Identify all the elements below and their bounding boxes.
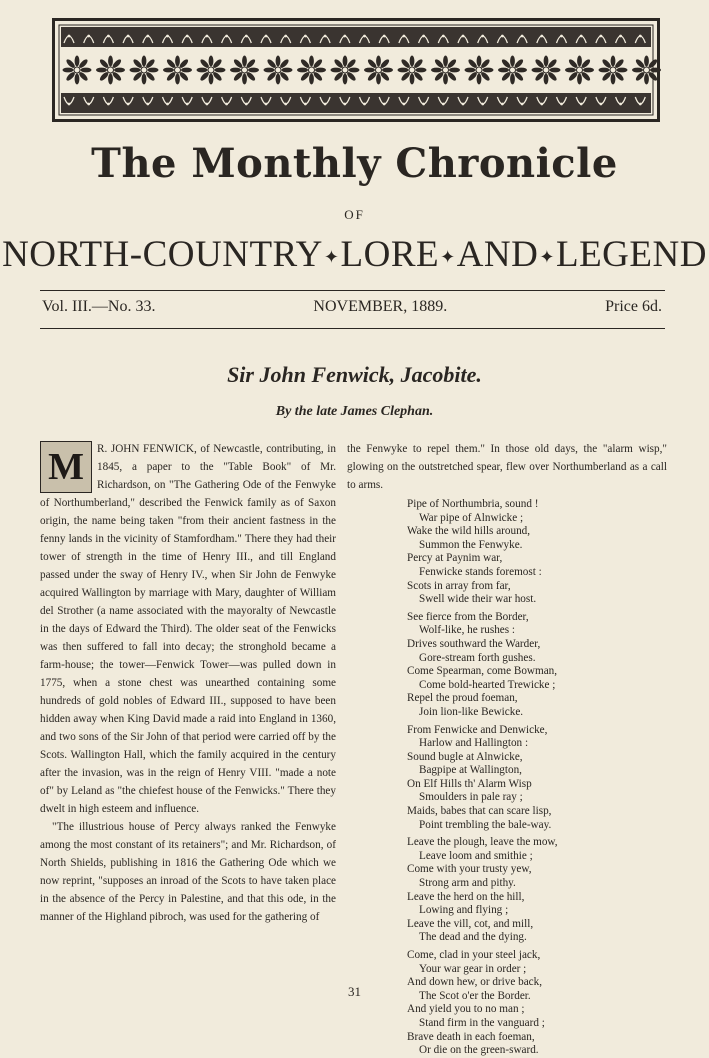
issue-line [42, 298, 662, 316]
poem-line: Scots in array from far, [407, 579, 511, 592]
poem-line: Leave the vill, cot, and mill, [407, 917, 534, 930]
poem-line: Come, clad in your steel jack, [407, 949, 541, 961]
poem-line: Point trembling the bale-way. [419, 818, 552, 831]
poem-line: War pipe of Alnwicke ; [419, 511, 524, 524]
poem-line: Leave loom and smithie ; [419, 849, 533, 862]
poem-line: Lowing and flying ; [419, 904, 509, 917]
poem-line: Brave death in each foeman, [407, 1030, 535, 1043]
poem-line: Smoulders in pale ray ; [419, 791, 523, 804]
paragraph: the Fenwyke to repel them." In those old days, the "alarm wisp," glowing on the outstretched spear, flew over Northumberland as a call to arms. [347, 443, 667, 491]
poem-line: Harlow and Hallington : [419, 737, 529, 750]
diamond-separator-icon: ✦ [539, 247, 555, 268]
poem-line: Sound bugle at Alnwicke, [407, 750, 523, 763]
poem-line: The dead and the dying. [419, 931, 527, 944]
poem-line: And down hew, or drive back, [407, 976, 543, 989]
poem-line: Wolf-like, he rushes : [419, 624, 516, 637]
poem-line: Come Spearman, come Bowman, [407, 665, 558, 678]
poem-stanza [407, 498, 667, 607]
subtitle-word: LORE [340, 234, 440, 275]
poem-line: On Elf Hills th' Alarm Wisp [407, 777, 532, 790]
poem-line: Pipe of Northumbria, sound ! [407, 498, 539, 510]
volume-number: Vol. III.—No. 33. [42, 298, 156, 315]
poem-line: Bagpipe at Wallington, [419, 764, 522, 777]
poem-line: Wake the wild hills around, [407, 525, 531, 538]
poem-line: Repel the proud foeman, [407, 692, 518, 705]
poem-line: Gore-stream forth gushes. [419, 651, 536, 664]
poem-line: Or die on the green-sward. [419, 1044, 539, 1057]
poem-stanza [407, 611, 667, 720]
poem-stanza [407, 724, 667, 833]
poem-stanza [407, 836, 667, 945]
paragraph-text: R. JOHN FENWICK, of Newcastle, contributing, in 1845, a paper to the "Table Book" of Mr. Richardson, on "The Gathering Ode of the Fenwyke of Northumberland," described the Fenwick family as of Saxon origin, the name being taken "from their ancient fastness in the fenny lands in the vicinity of Stamfordham." There they had their tower of strength in the time of Henry III., and till England passed under the sway of Henry IV., when Sir John de Fenwyke acquired Wallington by marriage with Mary, daughter of William del Strother (a name associated with the mayoralty of Newcastle in the days of Edward the Third). The older seat of the Fenwicks was then suffered to fall into decay; the stronghold became a farm-house; the tower—Fenwick Tower—was pulled down in 1775, when a stone chest was unearthed containing some hundreds of gold nobles of Edward III., supposed to have been hidden away when King David made a raid into England in 1360, and two sons of the Sir John of that period were carried off by the Scots. Wallington Hall, which the family acquired in the century after the invasion, was in the reign of Henry VIII. "made a note of" by Leland as "the chiefest house of the Fenwicks." There they dwelt in high esteem and influence. [40, 443, 336, 815]
poem-line: Stand firm in the vanguard ; [419, 1016, 545, 1029]
poem-line: And yield you to no man ; [407, 1003, 525, 1016]
floral-border-icon [55, 21, 657, 119]
poem-stanza [407, 949, 667, 1058]
publication-title: The Monthly Chronicle [91, 140, 618, 187]
top-rule [40, 290, 665, 291]
issue-price: Price 6d. [605, 298, 662, 315]
poem-line: See fierce from the Border, [407, 610, 529, 623]
drop-cap-letter: M [48, 446, 84, 488]
poem-line: Fenwicke stands foremost : [419, 565, 542, 578]
poem-line: Join lion-like Bewicke. [419, 705, 524, 718]
drop-cap [40, 441, 92, 493]
publication-subtitle [0, 233, 709, 276]
subtitle-word: NORTH-COUNTRY [2, 234, 323, 275]
poem-line: The Scot o'er the Border. [419, 989, 531, 1002]
ornamental-banner [52, 18, 660, 122]
diamond-separator-icon: ✦ [440, 247, 456, 268]
poem-line: Strong arm and pithy. [419, 877, 516, 890]
article-title: Sir John Fenwick, Jacobite. [227, 362, 482, 387]
paragraph [40, 440, 336, 818]
poem-line: Maids, babes that can scare lisp, [407, 805, 552, 818]
diamond-separator-icon: ✦ [323, 247, 340, 268]
poem-line: Drives southward the Warder, [407, 637, 541, 650]
poem-line: Summon the Fenwyke. [419, 538, 523, 551]
gathering-ode-poem [347, 498, 667, 1058]
poem-line: Come bold-hearted Trewicke ; [419, 678, 556, 691]
poem-line: Percy at Paynim war, [407, 552, 503, 565]
poem-line: Leave the plough, leave the mow, [407, 836, 558, 849]
poem-line: Come with your trusty yew, [407, 863, 532, 876]
issue-date: NOVEMBER, 1889. [313, 298, 448, 315]
left-column [40, 440, 336, 970]
paragraph: "The illustrious house of Percy always ranked the Fenwyke among the most constant of its retainers"; and Mr. Richardson, of North Shields, publishing in 1816 the Gathering Ode which we now reprint, "supposes an inroad of the Scots to have taken place in the absence of the Percy in Palestine, and that this ode, in the manner of the Highland pibroch, was used for the gathering of [40, 821, 336, 923]
article-byline: By the late James Clephan. [275, 404, 434, 419]
poem-line: From Fenwicke and Denwicke, [407, 723, 548, 736]
subtitle-word: LEGEND [555, 234, 707, 275]
publication-of: OF [344, 207, 365, 222]
poem-line: Your war gear in order ; [419, 962, 527, 975]
subtitle-word: AND [456, 234, 539, 275]
bottom-rule [40, 328, 665, 329]
poem-line: Swell wide their war host. [419, 593, 537, 606]
poem-line: Leave the herd on the hill, [407, 890, 525, 903]
page-number: 31 [348, 984, 361, 999]
